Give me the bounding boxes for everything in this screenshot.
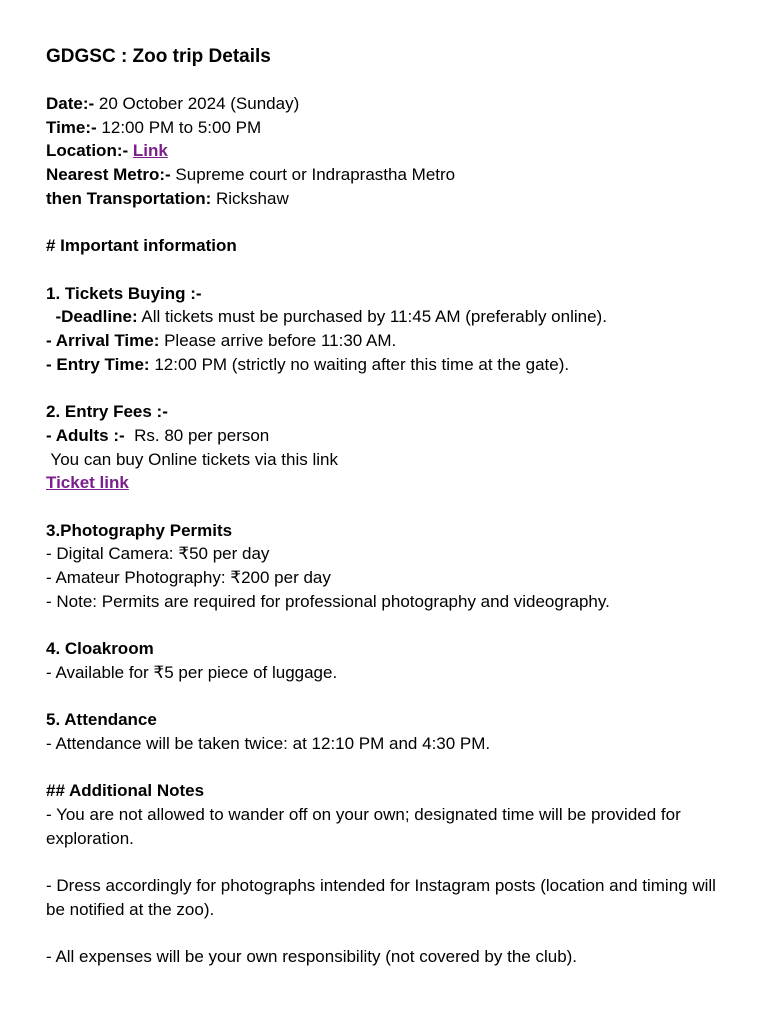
cloak-heading: 4. Cloakroom [46, 639, 154, 659]
arrival-value: Please arrive before 11:30 AM. [159, 331, 397, 350]
attendance-item: - Attendance will be taken twice: at 12:10 PM and 4:30 PM. [46, 733, 491, 753]
fees-heading: 2. Entry Fees :- [46, 402, 168, 422]
spacer [46, 211, 726, 235]
attendance-heading: 5. Attendance [46, 710, 157, 730]
deadline-label: -Deadline: [46, 307, 138, 327]
transport-label: then Transportation: [46, 188, 212, 208]
date-value: 20 October 2024 (Sunday) [94, 94, 300, 113]
transport-line [46, 187, 726, 211]
adults-value: Rs. 80 per person [124, 425, 270, 445]
adults-label: - Adults :- [46, 425, 125, 445]
location-link[interactable]: Link [132, 141, 168, 161]
spacer [46, 495, 726, 519]
note-item: - You are not allowed to wander off on your own; designated time will be provided for exploration. [46, 804, 681, 848]
cloak-item: - Available for ₹5 per piece of luggage. [46, 662, 338, 682]
location-label: Location:- [46, 141, 129, 161]
metro-label: Nearest Metro:- [46, 165, 171, 185]
note-item: - Dress accordingly for photographs intended for Instagram posts (location and timing will be notified at the zoo). [46, 876, 716, 919]
location-line [46, 139, 726, 163]
adults-line [46, 424, 726, 448]
metro-line [46, 163, 726, 187]
photo-item: - Digital Camera: ₹50 per day [46, 544, 270, 564]
notes-heading: ## Additional Notes [46, 781, 205, 801]
tickets-heading: 1. Tickets Buying :- [46, 283, 202, 303]
spacer [46, 613, 726, 637]
online-tickets-text: You can buy Online tickets via this link [46, 449, 338, 469]
spacer [46, 258, 726, 282]
entry-value: 12:00 PM (strictly no waiting after this time at the gate). [149, 354, 570, 374]
note-item: - All expenses will be your own responsibility (not covered by the club). [46, 947, 578, 967]
spacer [46, 756, 726, 780]
arrival-line [46, 329, 726, 353]
time-line [46, 116, 726, 140]
time-label: Time:- [46, 117, 97, 137]
spacer [46, 376, 726, 400]
spacer [46, 921, 726, 945]
date-label: Date:- [46, 94, 95, 113]
arrival-label: - Arrival Time: [46, 331, 160, 350]
ticket-link[interactable]: Ticket link [46, 473, 129, 493]
photo-heading: 3.Photography Permits [46, 520, 233, 540]
entry-label: - Entry Time: [46, 354, 150, 374]
photo-item: - Note: Permits are required for professional photography and videography. [46, 591, 610, 611]
document-title: GDGSC : Zoo trip Details [46, 46, 271, 67]
spacer [46, 685, 726, 709]
deadline-line [46, 305, 726, 329]
entry-line [46, 353, 726, 377]
deadline-value: All tickets must be purchased by 11:45 AM (preferably online). [137, 307, 607, 327]
spacer [46, 850, 726, 874]
metro-value: Supreme court or Indraprastha Metro [170, 165, 456, 185]
transport-value: Rickshaw [211, 188, 289, 208]
date-line [46, 92, 726, 116]
important-heading: # Important information [46, 236, 237, 256]
time-value: 12:00 PM to 5:00 PM [96, 117, 262, 137]
photo-item: - Amateur Photography: ₹200 per day [46, 568, 331, 587]
